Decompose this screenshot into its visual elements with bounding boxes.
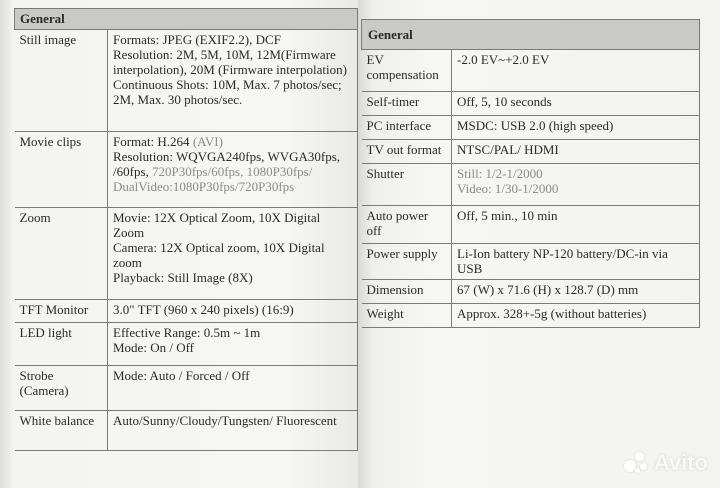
row-label: Dimension — [362, 280, 452, 304]
value-line: Mode: Auto / Forced / Off — [113, 368, 250, 383]
left-page — [0, 0, 358, 488]
row-label: Still image — [15, 30, 108, 132]
row-value — [452, 116, 700, 140]
value-line: Approx. 328+-5g (without batteries) — [457, 306, 647, 321]
table-row — [362, 206, 700, 244]
row-value — [452, 280, 700, 304]
value-line: -2.0 EV~+2.0 EV — [457, 52, 550, 67]
value-line: Mode: On / Off — [113, 340, 195, 355]
value-line: 67 (W) x 71.6 (H) x 128.7 (D) mm — [457, 282, 639, 297]
row-label: TFT Monitor — [15, 300, 108, 323]
watermark-text: Avito — [653, 450, 708, 475]
table-row — [15, 300, 358, 323]
value-line: Formats: JPEG (EXIF2.2), DCF — [113, 32, 281, 47]
table-row — [15, 366, 358, 411]
row-value — [108, 366, 358, 411]
table-header-row — [15, 9, 358, 30]
value-line: Movie: 12X Optical Zoom, 10X Digital Zoom — [113, 210, 321, 240]
row-label: Power supply — [362, 244, 452, 280]
value-line: Video: 1/30-1/2000 — [457, 181, 559, 196]
right-page — [358, 0, 720, 488]
avito-watermark — [624, 450, 708, 476]
table-header-row — [362, 20, 700, 50]
value-line: NTSC/PAL/ HDMI — [457, 142, 559, 157]
row-label: Self-timer — [362, 92, 452, 116]
section-header: General — [362, 20, 700, 50]
row-label: Movie clips — [15, 132, 108, 208]
table-row — [362, 280, 700, 304]
table-row — [362, 92, 700, 116]
row-label: LED light — [15, 323, 108, 366]
row-value — [108, 208, 358, 300]
row-value — [108, 323, 358, 366]
row-value — [108, 300, 358, 323]
value-line: Li-Ion battery NP-120 battery/DC-in via USB — [457, 246, 668, 276]
row-value — [108, 411, 358, 451]
row-label: PC interface — [362, 116, 452, 140]
value-line — [113, 149, 352, 194]
table-row — [15, 323, 358, 366]
value-line: Still: 1/2-1/2000 — [457, 166, 543, 181]
resolution-gray-text: 720P30fps/60fps, 1080P30fps/ — [152, 164, 313, 179]
value-line: Auto/Sunny/Cloudy/Tungsten/ Fluorescent — [113, 413, 337, 428]
avito-logo-icon — [624, 452, 650, 474]
row-label: Strobe (Camera) — [15, 366, 108, 411]
row-value — [452, 304, 700, 328]
table-row — [15, 30, 358, 132]
row-label: EV compensation — [362, 50, 452, 92]
table-row — [15, 411, 358, 451]
value-line: Camera: 12X Optical zoom, 10X Digital zoom — [113, 240, 325, 270]
resolution-text: Resolution: WQVGA240fps, WVGA30fps, /60fps, — [113, 149, 341, 179]
row-value — [452, 50, 700, 92]
value-line: Effective Range: 0.5m ~ 1m — [113, 325, 261, 340]
right-spec-table — [361, 19, 700, 328]
table-row — [362, 116, 700, 140]
row-value — [452, 140, 700, 164]
value-line: Resolution: 2M, 5M, 10M, 12M(Firmware interpolation), 20M (Firmware interpolation) — [113, 47, 347, 77]
row-label: White balance — [15, 411, 108, 451]
row-value — [452, 206, 700, 244]
section-header: General — [15, 9, 358, 30]
row-label: TV out format — [362, 140, 452, 164]
format-gray-text: (AVI) — [192, 134, 223, 149]
value-line: MSDC: USB 2.0 (high speed) — [457, 118, 614, 133]
row-label: Weight — [362, 304, 452, 328]
format-text: Format: H.264 — [113, 134, 193, 149]
table-row — [362, 164, 700, 206]
value-line: Off, 5 min., 10 min — [457, 208, 558, 223]
table-row — [362, 140, 700, 164]
left-spec-table — [14, 8, 358, 451]
value-line: Continuous Shots: 10M, Max. 7 photos/sec; 2M, Max. 30 photos/sec. — [113, 77, 342, 107]
row-value — [452, 92, 700, 116]
row-value — [108, 132, 358, 208]
dualvideo-gray-text: DualVideo:1080P30fps/720P30fps — [113, 179, 295, 194]
row-label: Zoom — [15, 208, 108, 300]
table-row — [15, 208, 358, 300]
value-line: Playback: Still Image (8X) — [113, 270, 253, 285]
value-line: Off, 5, 10 seconds — [457, 94, 552, 109]
value-line: 3.0" TFT (960 x 240 pixels) (16:9) — [113, 302, 294, 317]
row-value — [452, 244, 700, 280]
row-label: Shutter — [362, 164, 452, 206]
value-line — [113, 134, 352, 149]
table-row — [15, 132, 358, 208]
row-value — [108, 30, 358, 132]
table-row — [362, 50, 700, 92]
row-value — [452, 164, 700, 206]
table-row — [362, 244, 700, 280]
row-label: Auto power off — [362, 206, 452, 244]
table-row — [362, 304, 700, 328]
